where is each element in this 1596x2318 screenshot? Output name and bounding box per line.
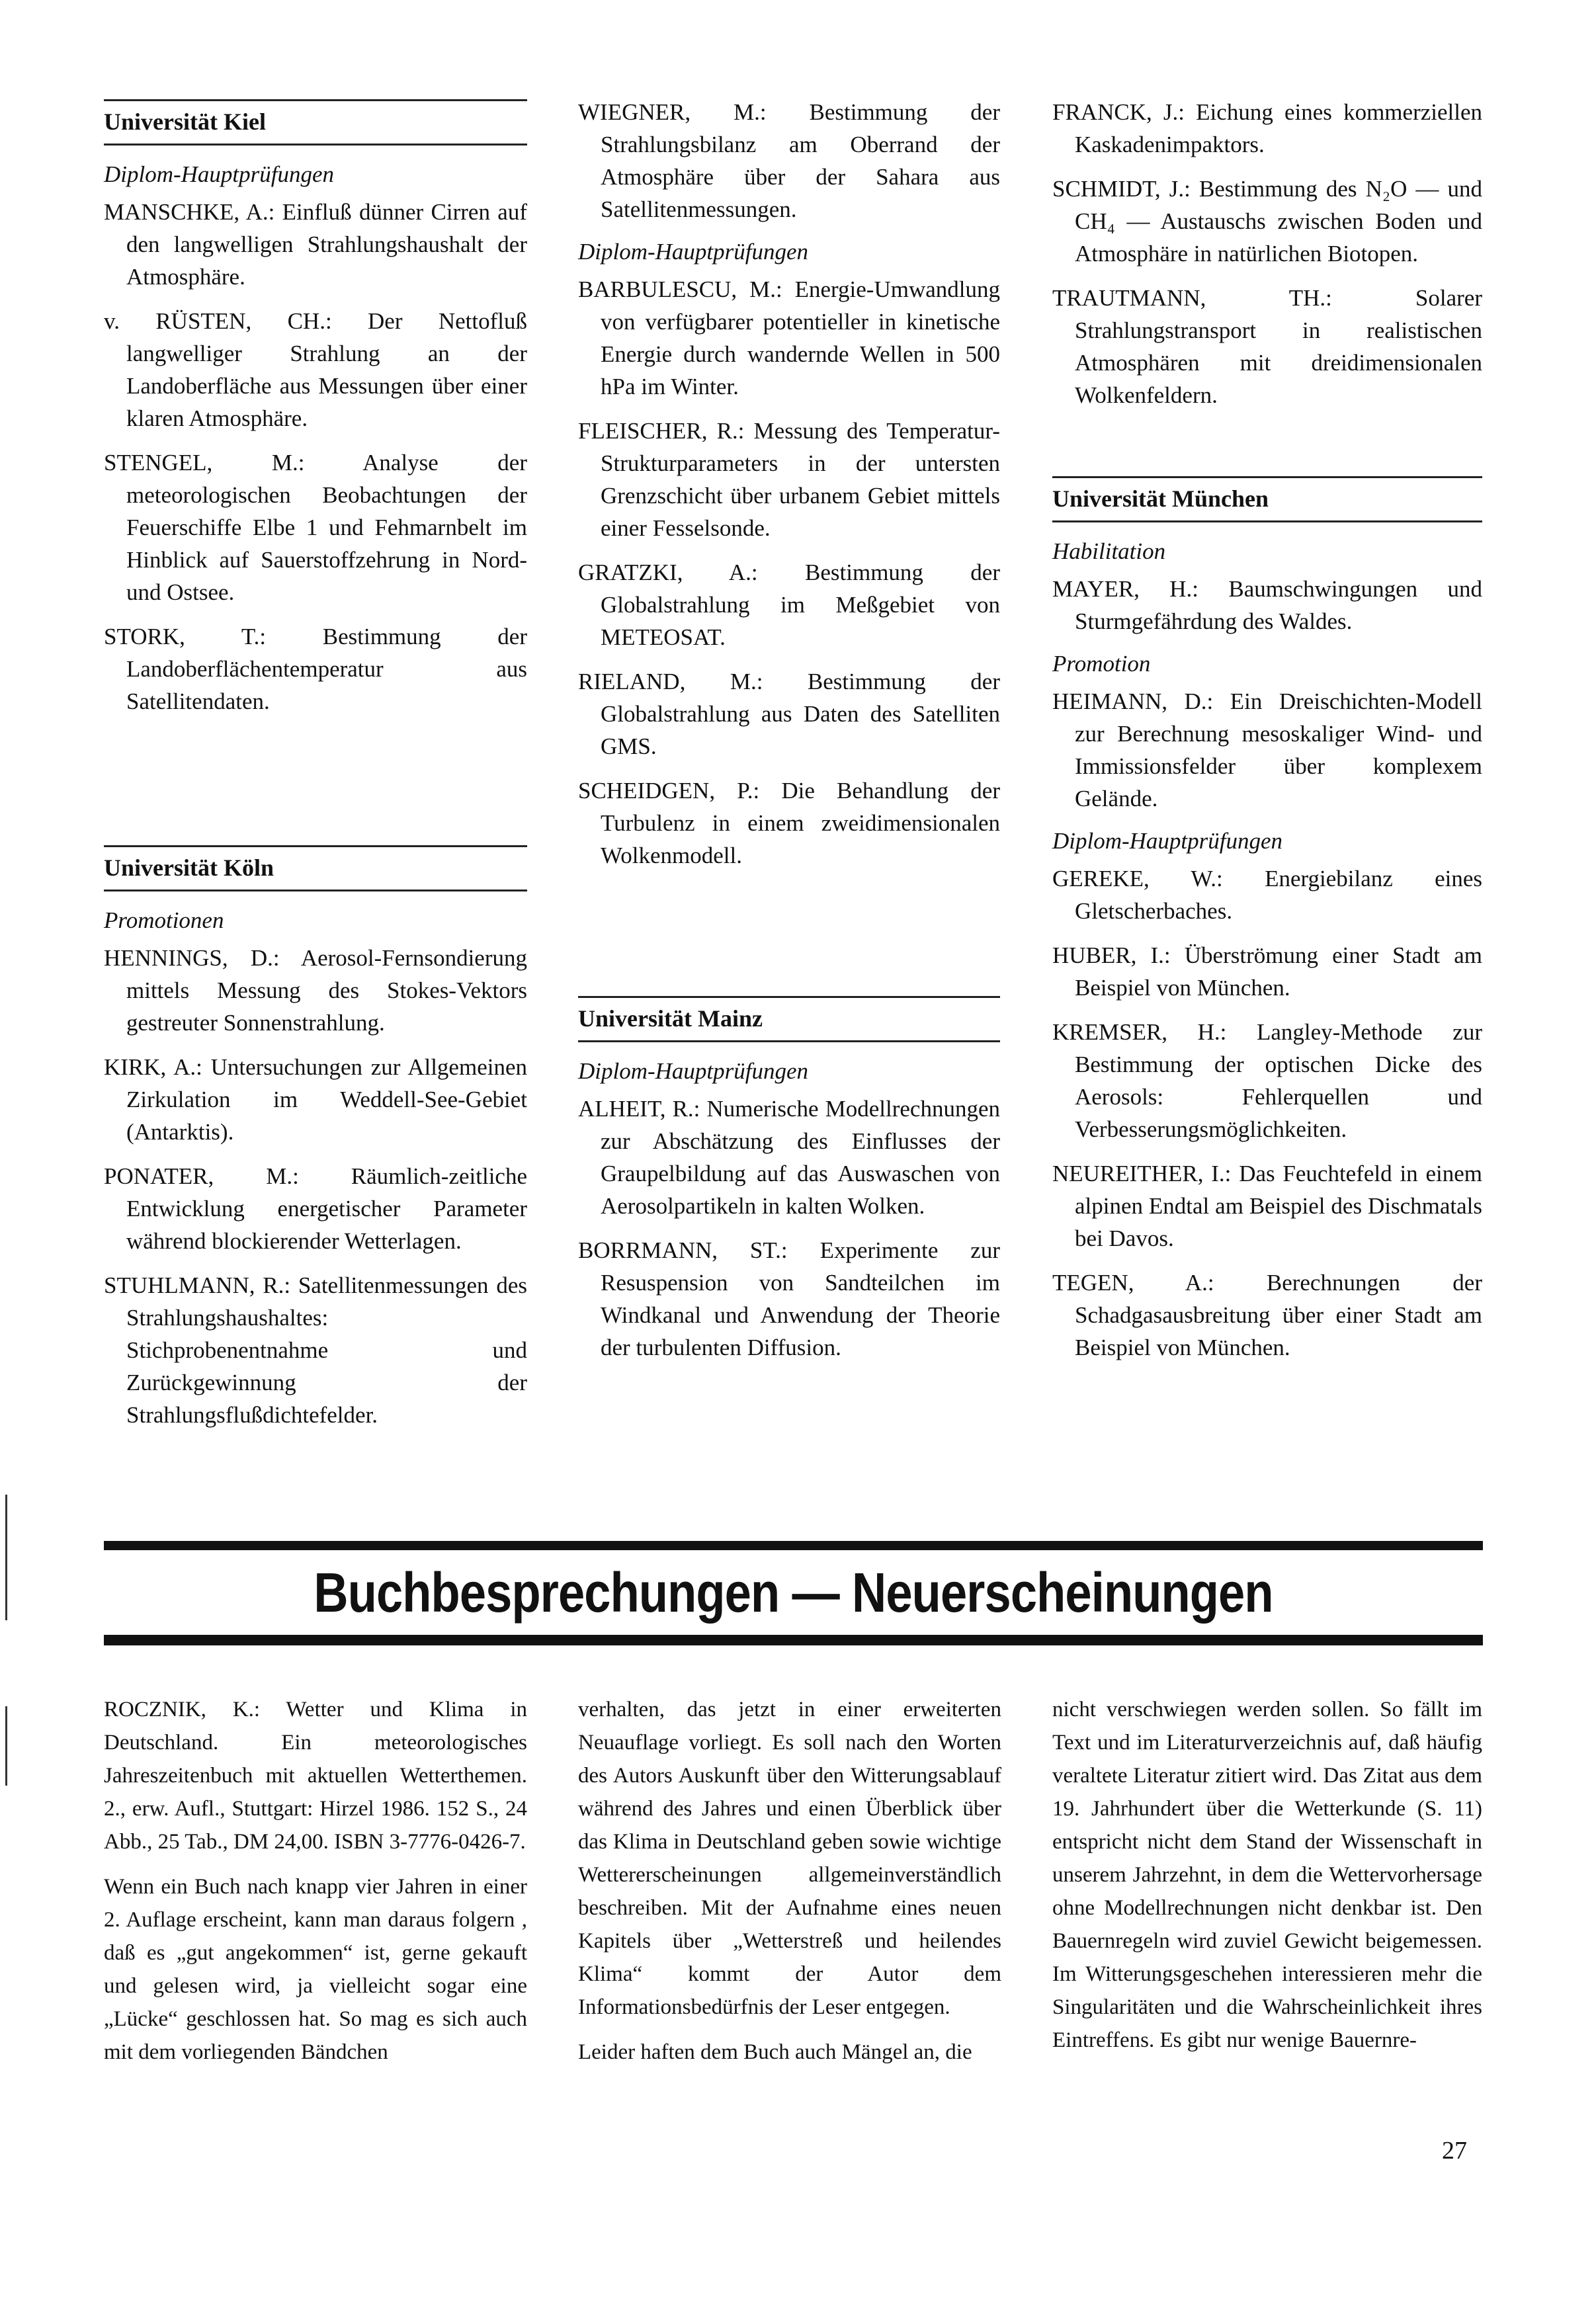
review-column-right [1052, 1693, 1482, 2069]
list-item: GRATZKI, A.: Bestimmung der Globalstrahlung im Meßgebiet von METEOSAT. [578, 559, 1000, 650]
list-item: HEIMANN, D.: Ein Dreischichten-Modell zur Berechnung mesoskaliger Wind- und Immissionsfelder über komplexem Gelände. [1052, 688, 1482, 811]
list-item: SCHMIDT, J.: Bestimmung des N₂O — und CH₄ — Austauschs zwischen Boden und Atmosphäre in natürlichen Biotopen. [1052, 176, 1482, 267]
scan-margin-mark [5, 1706, 7, 1786]
review-paragraph: verhalten, das jetzt in einer erweiterten Neuauflage vorliegt. Es soll nach den Worten des Autors Auskunft über den Witterungsablauf während des Jahres und einen Überblick über das Klima in Deutschland geben sowie wichtige Wettererscheinungen allgemeinverständlich beschreiben. Mit der Aufnahme eines neuen Kapitels über „Wetterstreß und heilendes Klima“ kommt der Autor dem Informationsbedürfnis der Leser entgegen. [578, 1698, 1001, 2019]
review-paragraph: nicht verschwiegen werden sollen. So fällt im Text und im Literaturverzeichnis auf, daß häufig veraltete Literatur zitiert wird. Das Zitat aus dem 19. Jahrhundert über die Wetterkunde (S. 11) entspricht nicht dem Stand der Wissenschaft in unserem Jahrzehnt, in dem die Wettervorhersage ohne Modellrechnungen nicht denkbar ist. Den Bauernregeln wird zuviel Gewicht beigemessen. Im Witterungsgeschehen interessieren mehr die Singularitäten und die Wahrscheinlichkeit ihres Eintreffens. Es gibt nur wenige Bauernre- [1052, 1698, 1482, 2052]
list-item: STENGEL, M.: Analyse der meteorologischen Beobachtungen der Feuerschiffe Elbe 1 und Fehmarnbelt im Hinblick auf Sauerstoffzehrung in Nord- und Ostsee. [104, 450, 527, 605]
column-right [1052, 96, 1482, 1376]
scan-margin-mark [5, 1495, 7, 1620]
subheading-diplom: Diplom-Hauptprüfungen [1052, 828, 1283, 854]
list-item: HENNINGS, D.: Aerosol-Fernsondierung mittels Messung des Stokes-Vektors gestreuter Sonnenstrahlung. [104, 945, 527, 1036]
subheading-koeln-promotionen: Promotionen [104, 907, 224, 933]
heading-universitaet-mainz: Universität Mainz [578, 996, 1000, 1042]
subheading-diplom: Diplom-Hauptprüfungen [578, 239, 809, 265]
section-rule-top [104, 1541, 1483, 1550]
spacer [104, 729, 527, 845]
heading-universitaet-kiel: Universität Kiel [104, 99, 527, 145]
list-item: ALHEIT, R.: Numerische Modellrechnungen zur Abschätzung des Einflusses der Graupelbildung auf das Auswaschen von Aerosolpartikeln in kalten Wolken. [578, 1096, 1000, 1219]
subheading-promotion: Promotion [1052, 651, 1151, 677]
review-paragraph: Leider haften dem Buch auch Mängel an, die [578, 2040, 972, 2064]
list-item: FRANCK, J.: Eichung eines kommerziellen Kaskadenimpaktors. [1052, 99, 1482, 157]
column-middle [578, 96, 1000, 1376]
list-item: FLEISCHER, R.: Messung des Temperatur-Strukturparameters in der untersten Grenzschicht über urbanem Gebiet mittels einer Fesselsonde. [578, 418, 1000, 541]
list-item: STUHLMANN, R.: Satellitenmessungen des Strahlungshaushaltes: Stichprobenentnahme und Zurückgewinnung der Strahlungsflußdichtefelder. [104, 1272, 527, 1428]
page-number: 27 [1442, 2137, 1467, 2165]
list-item: BARBULESCU, M.: Energie-Umwandlung von verfügbarer potentieller in kinetische Energie durch wandernde Wellen in 500 hPa im Winter. [578, 276, 1000, 399]
list-item: NEUREITHER, I.: Das Feuchtefeld in einem alpinen Endtal am Beispiel des Dischmatals bei Davos. [1052, 1161, 1482, 1251]
section-title: Buchbesprechungen — Neuerscheinungen [314, 1561, 1273, 1624]
review-citation: ROCZNIK, K.: Wetter und Klima in Deutschland. Ein meteorologisches Jahreszeitenbuch mit aktuellen Wetterthemen. 2., erw. Aufl., Stuttgart: Hirzel 1986. 152 S., 24 Abb., 25 Tab., DM 24,00. ISBN 3-7776-0426-7. [104, 1698, 527, 1854]
list-item: WIEGNER, M.: Bestimmung der Strahlungsbilanz am Oberrand der Atmosphäre über der Sahara aus Satellitenmessungen. [578, 99, 1000, 222]
list-item: KREMSER, H.: Langley-Methode zur Bestimmung der optischen Dicke des Aerosols: Fehlerquellen und Verbesserungsmöglichkeiten. [1052, 1019, 1482, 1142]
list-item: KIRK, A.: Untersuchungen zur Allgemeinen Zirkulation im Weddell-See-Gebiet (Antarktis). [104, 1054, 527, 1145]
spacer [578, 884, 1000, 996]
list-item: MANSCHKE, A.: Einfluß dünner Cirren auf den langwelligen Strahlungshaushalt der Atmosphäre. [104, 199, 527, 290]
subheading-mainz-diplom: Diplom-Hauptprüfungen [578, 1058, 809, 1084]
list-item: STORK, T.: Bestimmung der Landoberflächentemperatur aus Satellitendaten. [104, 624, 527, 714]
heading-universitaet-koeln: Universität Köln [104, 845, 527, 891]
list-item: BORRMANN, ST.: Experimente zur Resuspension von Sandteilchen im Windkanal und Anwendung der Theorie der turbulenten Diffusion. [578, 1237, 1000, 1360]
review-column-middle [578, 1693, 1001, 2081]
review-column-left [104, 1693, 527, 2081]
list-item: SCHEIDGEN, P.: Die Behandlung der Turbulenz in einem zweidimensionalen Wolkenmodell. [578, 778, 1000, 868]
list-item: v. RÜSTEN, CH.: Der Nettofluß langwelliger Strahlung an der Landoberfläche aus Messungen über einer klaren Atmosphäre. [104, 308, 527, 431]
review-paragraph: Wenn ein Buch nach knapp vier Jahren in einer 2. Auflage erscheint, kann man daraus folgern , daß es „gut angekommen“ ist, gerne gekauft und gelesen wird, ja vielleicht sogar eine „Lücke“ geschlossen hat. So mag es sich auch mit dem vorliegenden Bändchen [104, 1875, 527, 2064]
spacer [1052, 423, 1482, 476]
subheading-kiel-diplom: Diplom-Hauptprüfungen [104, 161, 335, 187]
heading-universitaet-muenchen: Universität München [1052, 476, 1482, 522]
list-item: HUBER, I.: Überströmung einer Stadt am Beispiel von München. [1052, 942, 1482, 1001]
section-rule-bottom [104, 1635, 1483, 1645]
list-item: TEGEN, A.: Berechnungen der Schadgasausbreitung über einer Stadt am Beispiel von München. [1052, 1270, 1482, 1360]
list-item: TRAUTMANN, TH.: Solarer Strahlungstransport in realistischen Atmosphären mit dreidimensionalen Wolkenfeldern. [1052, 285, 1482, 408]
list-item: GEREKE, W.: Energiebilanz eines Gletscherbaches. [1052, 866, 1482, 924]
list-item: MAYER, H.: Baumschwingungen und Sturmgefährdung des Waldes. [1052, 576, 1482, 634]
list-item: PONATER, M.: Räumlich-zeitliche Entwicklung energetischer Parameter während blockierender Wetterlagen. [104, 1163, 527, 1254]
list-item: RIELAND, M.: Bestimmung der Globalstrahlung aus Daten des Satelliten GMS. [578, 669, 1000, 759]
subheading-habilitation: Habilitation [1052, 538, 1166, 564]
column-left [104, 99, 527, 1443]
